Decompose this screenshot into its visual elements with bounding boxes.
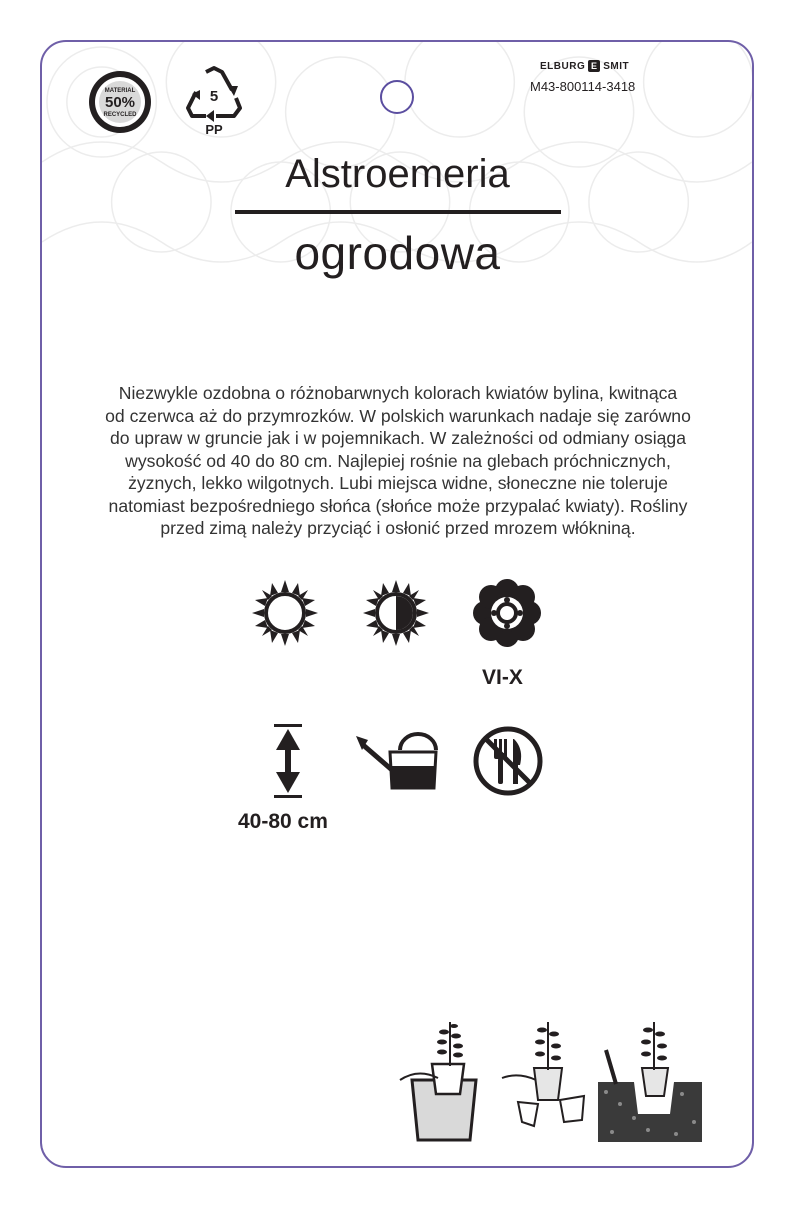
ground-planting-icon	[598, 1022, 702, 1142]
recycling-material: PP	[205, 122, 223, 136]
recycled-line1: MATERIAL	[104, 88, 136, 94]
brand-name-left: ELBURG	[540, 60, 586, 72]
description-line: wysokość od 40 do 80 cm. Najlepiej rośnie na glebach próchnicznych,	[125, 450, 671, 471]
description-line: przed zimą należy przyciąć i osłonić przed mrozem włókniną.	[160, 518, 636, 538]
product-code: M43-800114-3418	[530, 79, 636, 94]
brand-mark-icon: E	[588, 60, 600, 72]
brand-name-right: SMIT	[603, 60, 630, 72]
recycled-line2: 50%	[104, 94, 136, 111]
not-edible-icon	[472, 725, 544, 797]
description-line: od czerwca aż do przymrozków. W polskich warunkach nadaje się zarówno	[105, 405, 691, 426]
plant-subtitle: ogrodowa	[294, 227, 501, 279]
full-sun-icon	[250, 578, 320, 648]
recycling-number: 5	[209, 88, 219, 105]
title-divider	[235, 210, 561, 214]
flower-icon	[472, 578, 542, 648]
watering-can-icon	[356, 732, 440, 790]
description-line: do upraw w gruncie jak i w pojemnikach. W zależności od odmiany osiąga	[110, 428, 686, 448]
recycling-code-icon	[182, 64, 246, 136]
hang-hole	[380, 80, 414, 114]
recycled-line3: RECYCLED	[103, 112, 137, 118]
description-line: żyznych, lekko wilgotnych. Lubi miejsca widne, słoneczne nie toleruje	[128, 473, 668, 493]
pot-planting-icon	[400, 1022, 476, 1140]
description-line: Niezwykle ozdobna o różnobarwnych kolorach kwiatów bylina, kwitnąca	[118, 383, 678, 403]
recycled-material-badge-icon	[88, 70, 152, 134]
flowering-period-label: VI-X	[482, 666, 523, 689]
unpot-icon	[502, 1022, 584, 1126]
description-line: natomiast bezpośredniego słońca (słońce może przypalać kwiaty). Rośliny	[108, 495, 688, 516]
planting-instructions-illustration	[398, 1022, 704, 1144]
half-shade-icon	[361, 578, 431, 648]
height-range-label: 40-80 cm	[238, 810, 328, 833]
plant-title: Alstroemeria	[285, 152, 510, 196]
plant-description	[64, 382, 732, 540]
height-arrow-icon	[270, 722, 306, 800]
brand-logo	[540, 60, 680, 72]
